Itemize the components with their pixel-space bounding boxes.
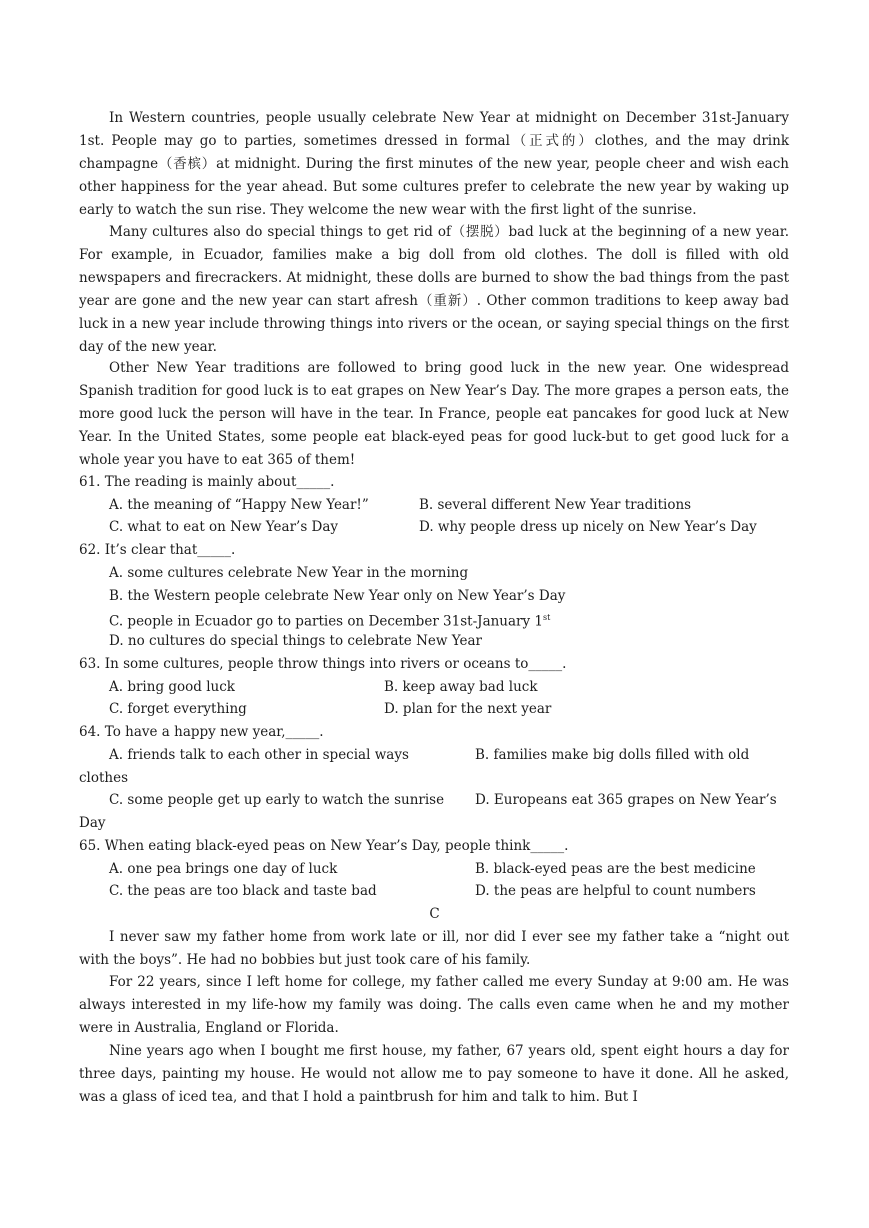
passage-b-paragraph-3: Other New Year traditions are followed to bring good luck in the new year. One widespread Spanish tradition for good luck is to eat grapes on New Year’s Day. The more grapes a person eats, the more good luck the person will have in the tear. In France, people eat pancakes for good luck at New Year. In the United States, some people eat black-eyed peas for good luck-but to get good luck for a whole year you have to eat 365 of them!	[79, 360, 789, 468]
question-64-option-d-wrap: Day	[79, 815, 106, 831]
passage-c-paragraph-3: Nine years ago when I bought me first house, my father, 67 years old, spent eight hours a day for three days, painting my house. He would not allow me to pay someone to have it done. All he asked, was a glass of iced tea, and that I hold a paintbrush for him and talk to him. But I	[79, 1043, 789, 1105]
passage-c-heading: C	[429, 906, 440, 922]
question-63-stem: 63. In some cultures, people throw things into rivers or oceans to_____.	[79, 656, 567, 672]
passage-b-paragraph-2: Many cultures also do special things to get rid of（摆脱）bad luck at the beginning of a new year. For example, in Ecuador, families make a big doll from old clothes. The doll is filled with old newspapers and firecrackers. At midnight, these dolls are burned to show the bad things from the past year are gone and the new year can start afresh（重新）. Other common traditions to keep away bad luck in a new year include throwing things into rivers or the ocean, or saying special things on the first day of the new year.	[79, 224, 789, 355]
passage-c-paragraph-1: I never saw my father home from work late or ill, nor did I ever see my father take a “night out with the boys”. He had no bobbies but just took care of his family.	[79, 929, 789, 968]
question-63-option-c: C. forget everything	[109, 701, 247, 717]
question-61-option-d: D. why people dress up nicely on New Year’s Day	[419, 519, 757, 535]
question-61-stem: 61. The reading is mainly about_____.	[79, 474, 335, 490]
question-62-option-a: A. some cultures celebrate New Year in the morning	[109, 565, 469, 581]
question-64-stem: 64. To have a happy new year,_____.	[79, 724, 324, 740]
question-63-option-b: B. keep away bad luck	[384, 679, 538, 695]
question-62-option-c-text: C. people in Ecuador go to parties on December 31st-January 1	[109, 613, 544, 630]
question-62-option-b: B. the Western people celebrate New Year only on New Year’s Day	[109, 588, 566, 604]
question-63-option-a: A. bring good luck	[109, 679, 235, 695]
question-64-option-c: C. some people get up early to watch the sunrise	[109, 792, 445, 808]
question-65-option-c: C. the peas are too black and taste bad	[109, 883, 377, 899]
question-64-option-b-wrap: clothes	[79, 770, 129, 786]
question-62-option-d: D. no cultures do special things to celebrate New Year	[109, 633, 482, 649]
question-61-option-a: A. the meaning of “Happy New Year!”	[109, 497, 369, 513]
superscript-st: st	[543, 613, 551, 622]
question-64-option-d: D. Europeans eat 365 grapes on New Year’s	[475, 792, 777, 808]
passage-b-paragraph-1: In Western countries, people usually celebrate New Year at midnight on December 31st-January 1st. People may go to parties, sometimes dressed in formal（正式的）clothes, and the may drink champagne（香槟）at midnight. During the first minutes of the new year, people cheer and wish each other happiness for the year ahead. But some cultures prefer to celebrate the new year by waking up early to watch the sun rise. They welcome the new wear with the first light of the sunrise.	[79, 110, 789, 218]
question-65-option-b: B. black-eyed peas are the best medicine	[475, 861, 756, 877]
question-65-stem: 65. When eating black-eyed peas on New Year’s Day, people think_____.	[79, 838, 569, 854]
passage-c-paragraph-2: For 22 years, since I left home for college, my father called me every Sunday at 9:00 am. He was always interested in my life-how my family was doing. The calls even came when he and my mother were in Australia, England or Florida.	[79, 974, 789, 1036]
question-64-option-b: B. families make big dolls filled with old	[475, 747, 750, 763]
question-65-option-d: D. the peas are helpful to count numbers	[475, 883, 756, 899]
question-62-stem: 62. It’s clear that_____.	[79, 542, 236, 558]
question-61-option-b: B. several different New Year traditions	[419, 497, 692, 513]
question-63-option-d: D. plan for the next year	[384, 701, 552, 717]
question-64-option-a: A. friends talk to each other in special ways	[109, 747, 409, 763]
question-61-option-c: C. what to eat on New Year’s Day	[109, 519, 339, 535]
question-65-option-a: A. one pea brings one day of luck	[109, 861, 338, 877]
